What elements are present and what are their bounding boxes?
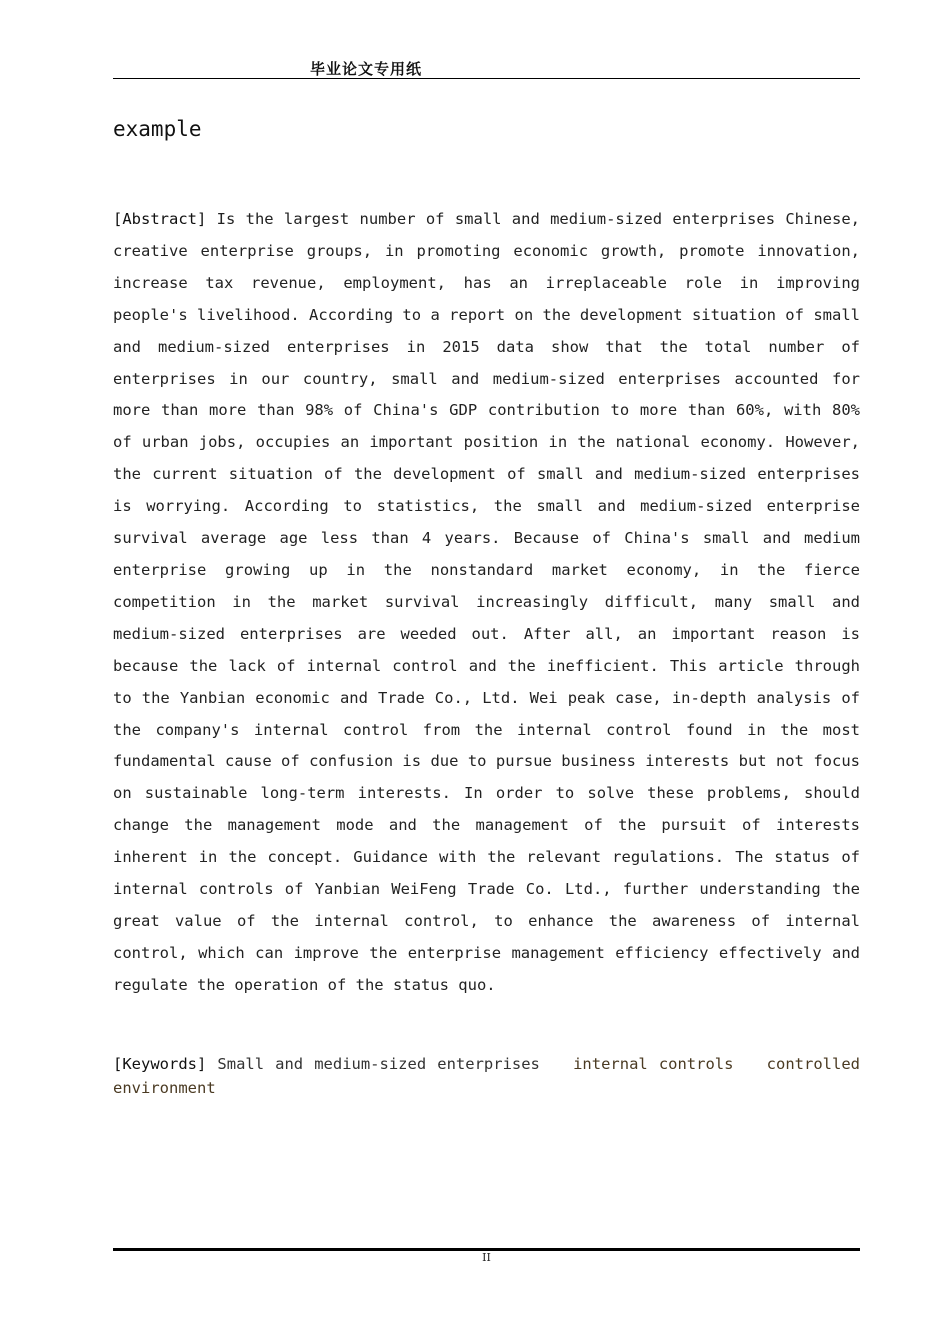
- header-divider: [113, 78, 860, 79]
- keyword-term: controlled environment: [113, 1055, 860, 1097]
- abstract-label: [Abstract]: [113, 210, 207, 228]
- abstract-text: Is the largest number of small and medium-sized enterprises Chinese, creative enterprise groups, in promoting economic growth, promote innovation, increase tax revenue, employment, has an irreplaceable role in improving people's livelihood. According to a report on the development situation of small and medium-sized enterprises in 2015 data show that the total number of enterprises in our country, small and medium-sized enterprises accounted for more than more than 98% of China's GDP contribution to more than 60%, with 80% of urban jobs, occupies an important position in the national economy. However, the current situation of the development of small and medium-sized enterprises is worrying. According to statistics, the small and medium-sized enterprise survival average age less than 4 years. Because of China's small and medium enterprise growing up in the nonstandard market economy, in the fierce competition in the market survival increasingly difficult, many small and medium-sized enterprises are weeded out. After all, an important reason is because the lack of internal control and the inefficient. This article through to the Yanbian economic and Trade Co., Ltd. Wei peak case, in-depth analysis of the company's internal control from the internal control found in the most fundamental cause of confusion is due to pursue business interests but not focus on sustainable long-term interests. In order to solve these problems, should change the management mode and the management of the pursuit of interests inherent in the concept. Guidance with the relevant regulations. The status of internal controls of Yanbian WeiFeng Trade Co. Ltd., further understanding the great value of the internal control, to enhance the awareness of internal control, which can improve the enterprise management efficiency effectively and regulate the operation of the status quo.: [113, 210, 860, 994]
- keywords-paragraph: [113, 1052, 860, 1100]
- keyword-term: Small and medium-sized enterprises: [217, 1055, 540, 1073]
- page-number: II: [482, 1251, 491, 1264]
- page-header-title: 毕业论文专用纸: [310, 60, 423, 78]
- keyword-term: internal controls: [573, 1055, 734, 1073]
- abstract-paragraph: [113, 204, 860, 1002]
- section-heading: example: [113, 117, 202, 141]
- keywords-label: [Keywords]: [113, 1055, 207, 1073]
